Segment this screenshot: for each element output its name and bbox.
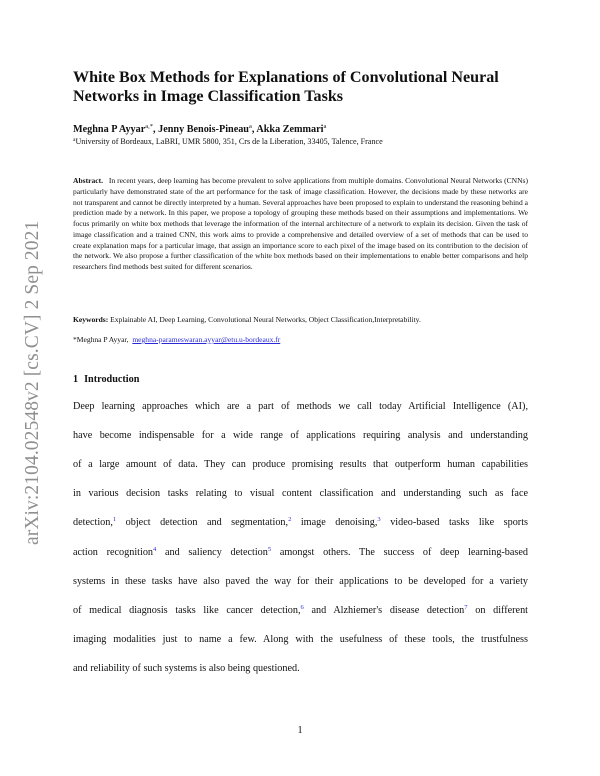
corresponding-author-email-link[interactable]: meghna-parameswaran.ayyar@etu.u-bordeaux.fr <box>132 335 281 344</box>
body-text-segment: and Alzhiemer's disease detection <box>303 604 465 616</box>
abstract-label: Abstract. <box>73 176 103 185</box>
section-heading-introduction <box>73 373 139 386</box>
body-text-segment: and reliability of such systems is also being questioned. <box>73 662 300 674</box>
author-affiliation-mark: a <box>323 123 327 130</box>
author-list <box>73 124 543 136</box>
author-name: Jenny Benois-Pineau <box>158 124 249 135</box>
body-text-segment: and saliency detection <box>156 546 268 558</box>
abstract-text: In recent years, deep learning has become prevalent to solve applications from multiple domains. Convolutional Neural Networks (CNNs) particularly have demonstrated state of the art performance for the task of image classification. However, the decisions made by these networks are not transparent and cannot be directly interpreted by a human. Several approaches have been proposed to explain to understand the reasoning behind a prediction made by a network. In this paper, we propose a topology of grouping these methods based on their assumptions and implementations. We focus primarily on white box methods that leverage the information of the internal architecture of a network to explain its decision. Given the task of image classification and a trained CNN, this work aims to provide a comprehensive and detailed overview of a set of methods that can be used to create explanation maps for a particular image, that assign an importance score to each pixel of the image based on its contribution to the decision of the network. We also propose a further classification of the white box methods based on their implementations to enable better comparisons and help researchers find methods best suited for different scenarios. <box>73 176 528 271</box>
citation-reference-link[interactable]: 3 <box>377 516 381 524</box>
body-text-segment: on different <box>467 604 529 616</box>
body-text-line <box>73 575 528 588</box>
body-text-line <box>73 458 528 471</box>
citation-reference-link[interactable]: 7 <box>464 603 468 611</box>
keywords-text: Explainable AI, Deep Learning, Convolutional Neural Networks, Object Classification,Interpretability. <box>110 315 421 324</box>
body-text-segment: detection, <box>73 517 113 529</box>
body-text-segment: Deep learning approaches which are a part of methods we call today Artificial Intelligence (AI), <box>73 401 528 412</box>
body-text-segment: of a large amount of data. They can produce promising results that outperform human capabilities <box>73 459 528 471</box>
paper-title: White Box Methods for Explanations of Convolutional Neural Networks in Image Classification Tasks <box>73 69 499 105</box>
section-number: 1 <box>73 374 79 385</box>
body-text-segment: of medical diagnosis tasks like cancer detection, <box>73 604 301 616</box>
author-separator: , <box>251 124 257 135</box>
page-number: 1 <box>297 725 303 736</box>
author-name: Akka Zemmari <box>256 124 324 135</box>
keywords <box>73 314 543 325</box>
citation-reference-link[interactable]: 6 <box>300 603 304 611</box>
body-text-segment: in various decision tasks relating to visual content classification and understanding such as face <box>73 488 528 500</box>
author-affiliation-mark: a,* <box>145 123 154 130</box>
arxiv-identifier-stamp: arXiv:2104.02548v2 [cs.CV] 2 Sep 2021 <box>22 220 43 545</box>
body-text-segment: have become indispensable for a wide range of applications requiring analysis and understanding <box>73 430 528 442</box>
body-text-segment: action recognition <box>73 546 154 558</box>
author-affiliation <box>73 136 543 147</box>
affiliation-text: University of Bordeaux, LaBRI, UMR 5800, 351, Crs de la Liberation, 33405, Talence, France <box>75 137 383 146</box>
citation-reference-link[interactable]: 2 <box>288 516 292 524</box>
keywords-label: Keywords: <box>73 315 109 324</box>
body-text-line <box>73 516 528 529</box>
body-text-segment: systems in these tasks have also paved the way for their applications to be developed for a variety <box>73 575 528 587</box>
abstract <box>73 176 528 273</box>
author-affiliation-mark: a <box>248 123 252 130</box>
body-text-segment: object detection and segmentation, <box>116 517 289 529</box>
body-text-segment: image denoising, <box>291 517 378 529</box>
body-text-line <box>73 604 528 617</box>
citation-reference-link[interactable]: 5 <box>267 545 272 553</box>
citation-reference-link[interactable]: 1 <box>112 516 117 524</box>
author-name: Meghna P Ayyar <box>73 124 146 135</box>
body-text-line <box>73 487 528 500</box>
body-text-line <box>73 662 528 675</box>
body-text-line <box>73 633 528 646</box>
corresponding-author <box>73 334 543 345</box>
body-text-line <box>73 429 528 442</box>
body-text-segment: amongst others. The success of deep learning-based <box>271 546 528 558</box>
affiliation-mark: a <box>73 137 76 143</box>
body-text-segment: imaging modalities just to name a few. Along with the usefulness of these tools, the trustfulness <box>73 633 528 645</box>
body-text-line <box>73 546 528 559</box>
corresponding-author-name: *Meghna P Ayyar, <box>73 335 129 344</box>
body-text-line <box>73 400 528 413</box>
section-title: Introduction <box>84 374 140 385</box>
citation-reference-link[interactable]: 4 <box>153 545 157 553</box>
author-separator: , <box>153 124 159 135</box>
body-text-segment: video-based tasks like sports <box>380 517 528 529</box>
